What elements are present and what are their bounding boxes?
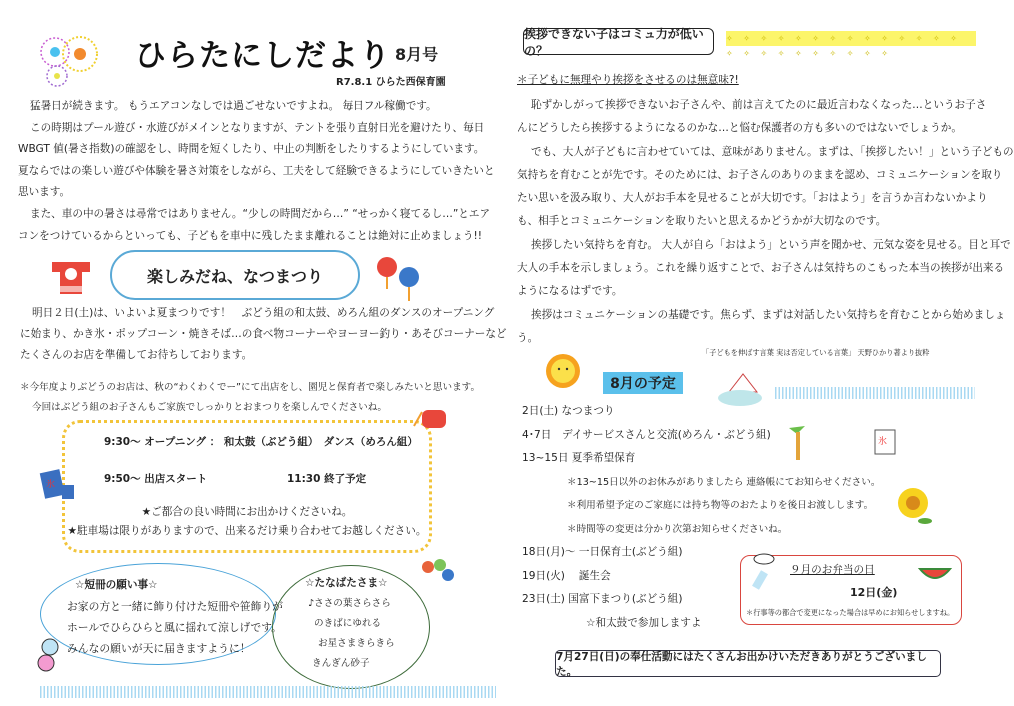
intro-line: 猛暑日が続きます。 もうエアコンなしでは過ごせないですよね。 毎日フル稼働です。 (30, 100, 437, 112)
tanabata-title: ☆たなばたさま☆ (305, 577, 388, 589)
tanzaku-text (67, 596, 283, 659)
article-line: う。 (517, 331, 539, 344)
article-line: 恥ずかしがって挨拶できないお子さんや、前は言えてたのに最近言わなくなった…というお子さ (531, 99, 987, 111)
taiko-drum-icon (412, 408, 448, 430)
article-line: 挨拶したい気持ちを育む。 大人が自ら「おはよう」という声を聞かせ、元気な姿を見せる。目と耳で (531, 238, 1011, 251)
article-line: たい思いを汲み取り、大人がお手本を見せることが大切です。「おはよう」を言うか言わないかより (517, 192, 988, 205)
schedule-item: 2日(土) なつまつり (522, 405, 615, 417)
yellow-band: ✧ ✧ ✧ ✧ ✧ ✧ ✧ ✧ ✧ ✧ ✧ ✧ ✧ ✧ ✧ ✧ ✧ ✧ ✧ ✧ ✧ ✧ ✧ ✧ (726, 31, 976, 46)
article-line: んにどうしたら挨拶するようになるのかな…と悩む保護者の方も多いのではないでしょうか。 (517, 122, 962, 135)
shaved-ice-flag-icon (873, 428, 897, 456)
schedule-item: 18日(月)～ 一日保育士(ぶどう組) (522, 546, 683, 558)
svg-text:氷: 氷 (878, 437, 888, 447)
star-decoration-icon (30, 635, 70, 675)
palm-tree-icon (785, 422, 809, 462)
svg-text:氷: 氷 (46, 480, 56, 490)
intro-paragraph (18, 96, 495, 247)
lyric-line: のきばにゆれる (314, 618, 382, 629)
newsletter-title: ひらたにしだより (135, 38, 391, 74)
program-opening: 9:30～ オープニング ： 和太鼓（ぶどう組） ダンス（めろん組） (104, 436, 418, 448)
stripe-divider (775, 387, 975, 399)
watermelon-icon (918, 565, 952, 585)
citation: 「子どもを伸ばす言葉 実は否定している言葉」 天野ひかり著より抜粋 (702, 348, 930, 357)
stripe-divider (40, 686, 496, 698)
festival-line: たくさんのお店を準備してお待ちしております。 (20, 349, 253, 361)
schedule-item: 4･7日 デイサービスさんと交流(めろん・ぶどう組) (522, 428, 771, 441)
article-line: 大人の手本を示しましょう。これを繰り返すことで、お子さんは気持ちのこもった本当の挨拶が出来る (517, 262, 1005, 275)
lyric-line: お星さまきらきら (318, 638, 395, 649)
article-line: 気持ちを育むことが先です。そのためには、お子さんのありのままを認め、コミュニケーションを取り (517, 168, 1003, 181)
schedule-item: 13~15日 夏季希望保育 (522, 452, 636, 464)
article-line: ようになるはずです。 (517, 285, 623, 298)
thanks-message: 7月27日(日)の奉仕活動にはたくさんお出かけいただきありがとうございました。 (555, 650, 941, 677)
program-end: 11:30 終了予定 (287, 473, 367, 485)
uchiwa-fan-icon (375, 255, 425, 305)
shaved-ice-icon (40, 463, 76, 503)
bento-date: 12日(金) (850, 586, 898, 599)
tanzaku-line: みんなの願いが天に届きますように！ (67, 642, 251, 655)
program-notice: ★ご都合の良い時間にお出かけくださいね。 (141, 506, 353, 518)
intro-line: 夏ならではの楽しい遊びや体験を暑さ対策をしながら、工夫をして経験できるようにしていきたいと (18, 164, 495, 177)
schedule-note: ＊時間等の変更は分かり次第お知らせくださいね。 (567, 523, 788, 535)
intro-line: コンをつけているからといっても、子どもを車中に残したまま離れることは絶対に止めましょう!! (18, 229, 483, 242)
note-line: 今回はぶどう組のお子さんもご家族でしっかりとおまつりを楽しんでくださいね。 (32, 402, 387, 413)
schedule-note: ＊利用希望予定のご家庭には持ち物等のおたよりを後日お渡しします。 (567, 500, 874, 511)
schedule-title: 8月の予定 (603, 372, 683, 394)
schedule-item: ☆和太鼓で参加しますよ (586, 616, 702, 629)
greeting-article (517, 94, 1014, 350)
intro-line: この時期はプール遊び・水遊びがメインとなりますが、テントを張り直射日光を避けたり、毎日 (30, 121, 485, 134)
program-notice: ★駐車場は限りがありますので、出来るだけ乗り合わせてお越しください。 (67, 525, 427, 537)
date-organization: R7.8.1 ひらた西保育園 (336, 77, 446, 88)
water-balloon-icon (420, 555, 460, 585)
tanzaku-line: お家の方と一緒に飾り付けた短冊や笹飾りが (67, 600, 283, 613)
bento-note: ＊行事等の都合で変更になった場合は早めにお知らせしますね。 (746, 608, 955, 617)
lyric-line: きんぎん砂子 (312, 658, 370, 669)
tanzaku-line: ホールでひらひらと風に揺れて涼しげです。 (67, 621, 282, 634)
fireworks-icon (35, 32, 115, 92)
program-shops: 9:50～ 出店スタート (104, 473, 208, 485)
festival-line: に始まり、かき氷・ポップコーン・焼きそば…の食べ物コーナーやヨーヨー釣り・あそびコーナーなど (20, 328, 507, 340)
festival-heading: 楽しみだね、なつまつり (110, 250, 360, 300)
article-line: 挨拶はコミュニケーションの基礎です。焦らず、まずは対話したい気持ちを育むことから始めましょ (531, 308, 1006, 321)
wind-chime-icon (748, 553, 780, 593)
article-line: でも、大人が子どもに言わせていては、意味がありません。まずは、「挨拶したい！」という子どもの (531, 145, 1014, 158)
happi-coat-icon (50, 258, 92, 296)
sun-icon (540, 350, 586, 392)
greeting-heading: 挨拶できない子はコミュ力が低いの？ (523, 28, 714, 55)
greeting-subheading: ＊子どもに無理やり挨拶をさせるのは無意味?! (517, 74, 739, 86)
intro-line: また、車の中の暑さは尋常ではありません。“少しの時間だから…” “せっかく寝てるし…”とエア (30, 207, 491, 220)
schedule-item: 23日(土) 国富下まつり(ぶどう組) (522, 593, 683, 605)
note-line: ＊今年度よりぶどうのお店は、秋の“わくわくでー”にて出店をし、園児と保育者で楽しみたいと思います。 (20, 382, 481, 393)
article-line: も、相手とコミュニケーションを取りたいと思えるかどうかが大切なのです。 (517, 215, 887, 228)
intro-line: WBGT 値(暑さ指数)の確認をし、時間を短くしたり、中止の判断をしたりするようにしています。 (18, 143, 485, 156)
issue-label: 8月号 (395, 45, 439, 64)
sunflower-icon (893, 485, 935, 527)
festival-paragraph (20, 303, 507, 366)
schedule-note: ＊13~15日以外のお休みがありましたら 連絡帳にてお知らせください。 (567, 476, 881, 488)
bento-title: ９月のお弁当の日 (790, 564, 875, 576)
intro-line: 思います。 (18, 186, 71, 199)
lyric-line: ♪ささの葉さらさら (308, 598, 391, 609)
schedule-item: 19日(火) 誕生会 (522, 569, 611, 582)
tanabata-lyrics (308, 594, 395, 674)
festival-line: 明日２日(土)は、いよいよ夏まつりです！ ぶどう組の和太鼓、めろん組のダンスのオープニング (32, 307, 495, 319)
tanzaku-title: ☆短冊の願い事☆ (75, 579, 158, 591)
